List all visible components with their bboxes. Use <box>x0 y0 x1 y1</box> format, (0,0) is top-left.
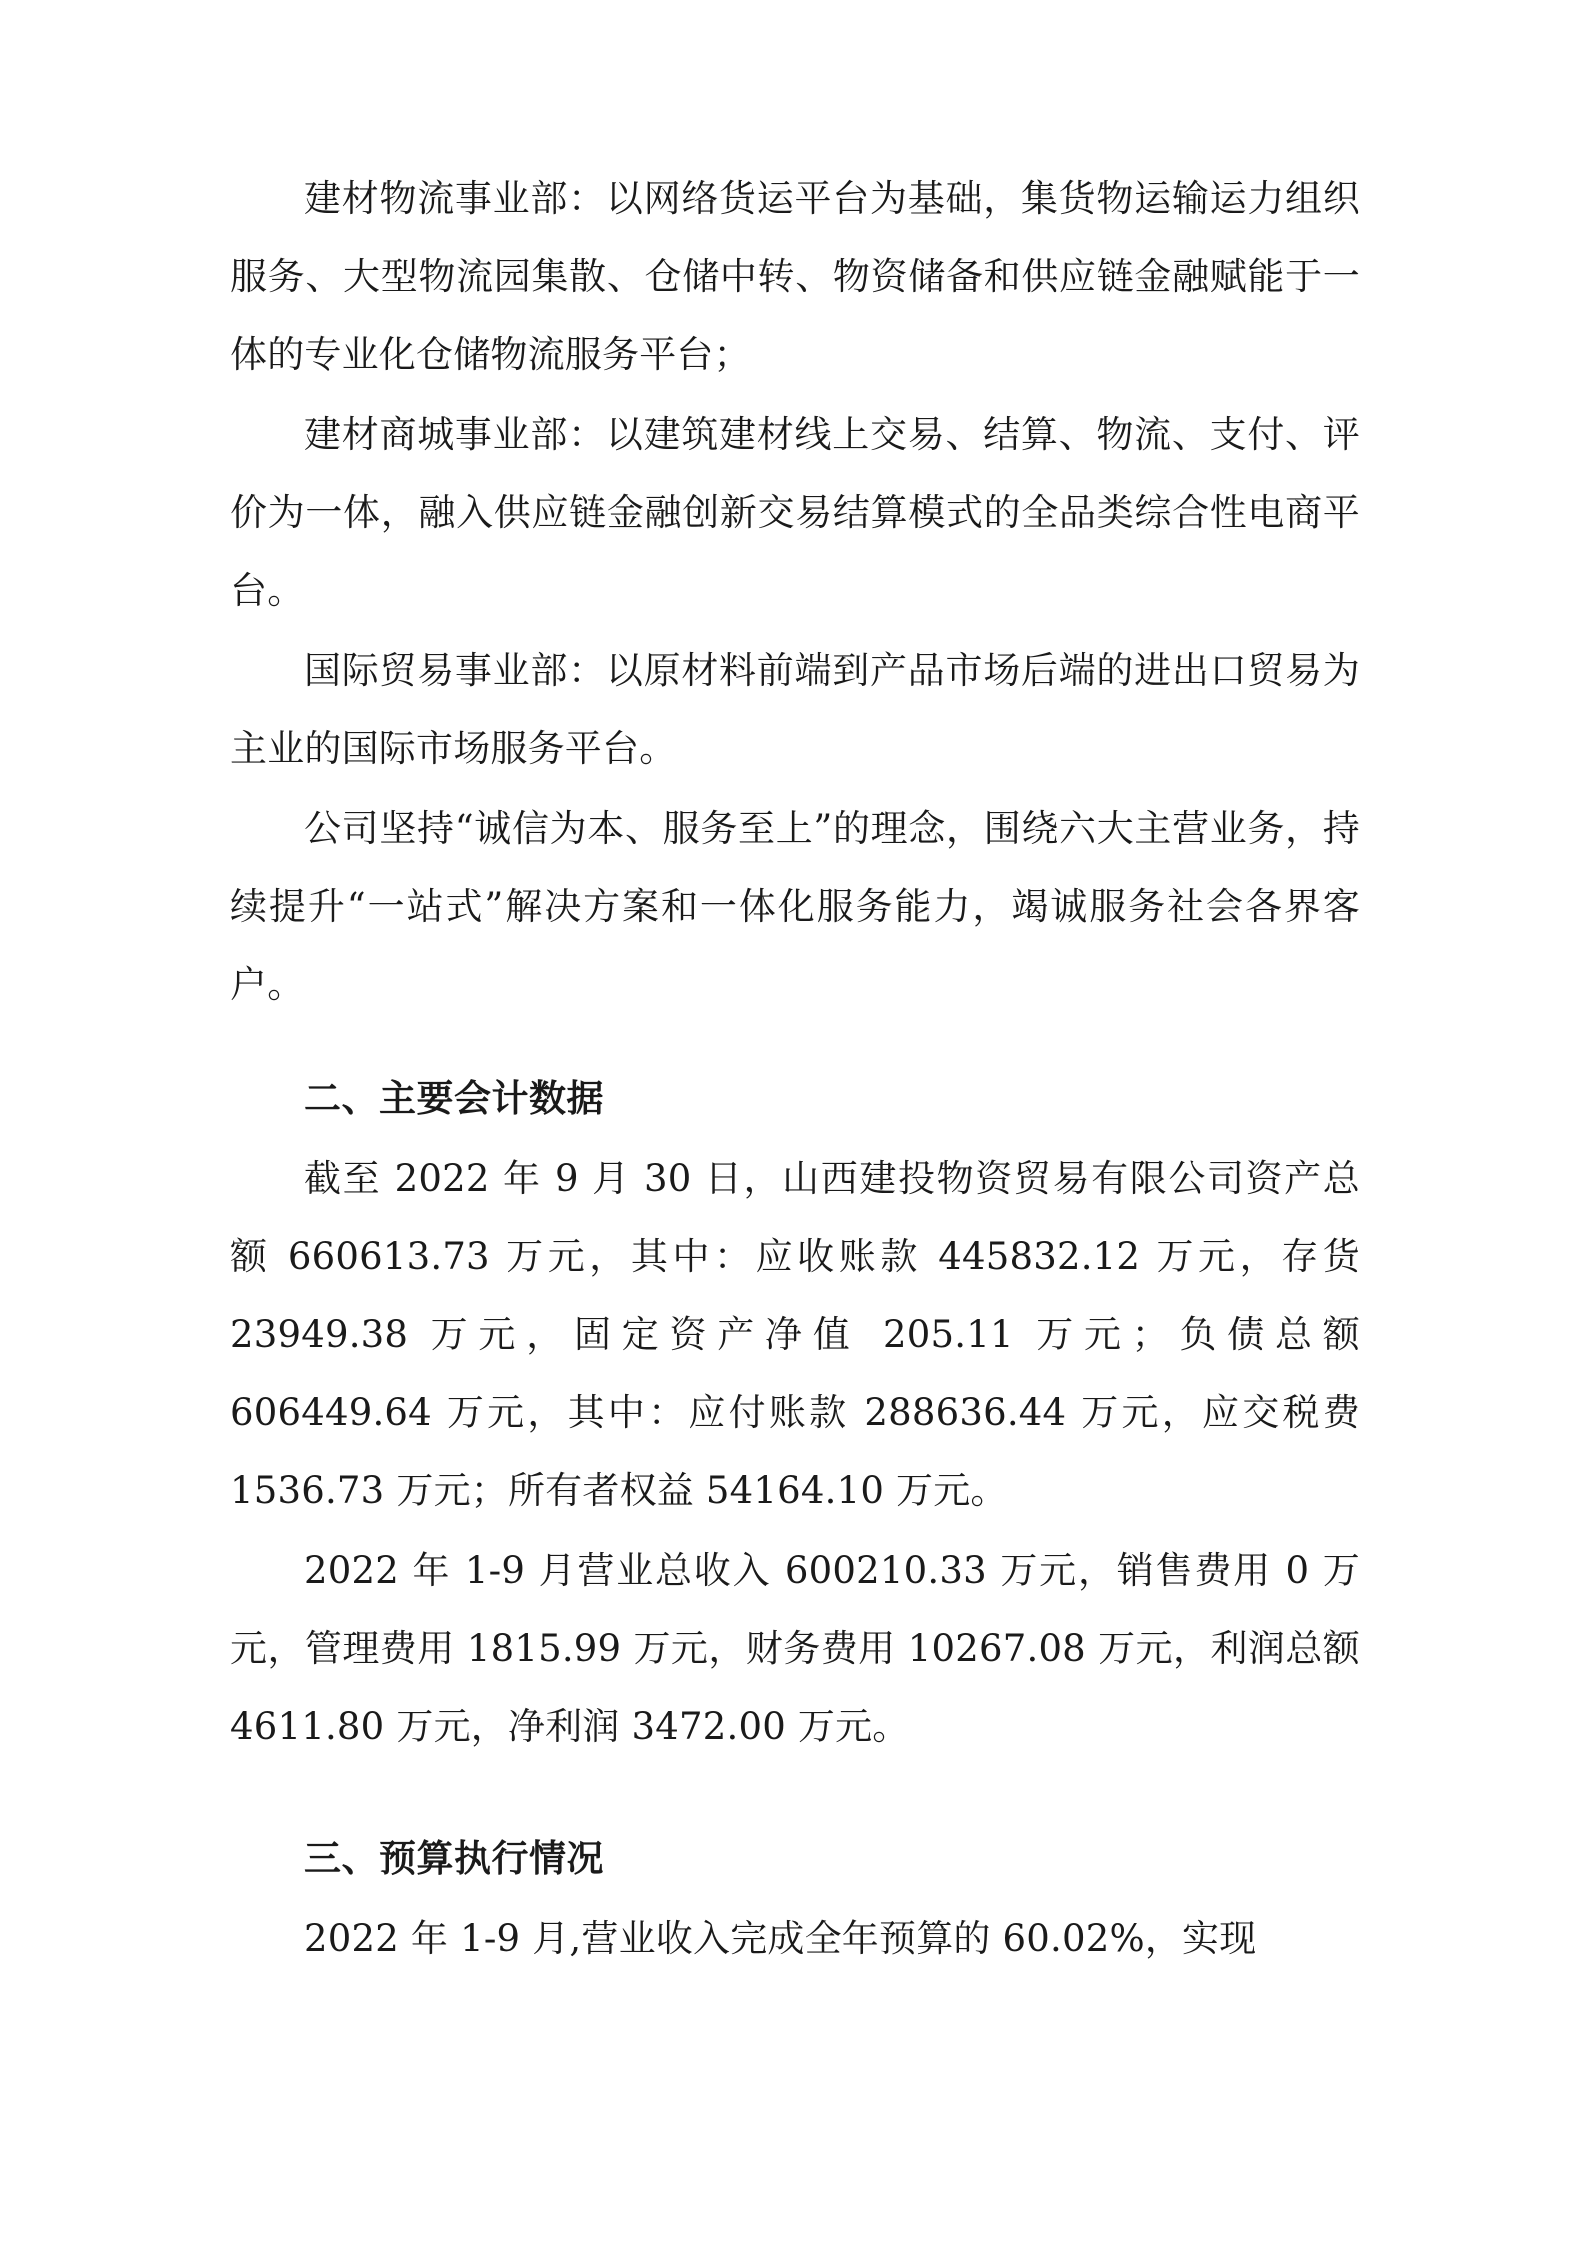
paragraph-service-philosophy: 公司坚持“诚信为本、服务至上”的理念，围绕六大主营业务，持续提升“一站式”解决方案和一体化服务能力，竭诚服务社会各界客户。 <box>230 807 1360 1006</box>
section-spacer <box>230 1026 1360 1042</box>
paragraph-trade-division: 国际贸易事业部：以原材料前端到产品市场后端的进出口贸易为主业的国际市场服务平台。 <box>230 649 1360 770</box>
heading-main-accounting-data: 二、主要会计数据 <box>304 1077 604 1120</box>
section-spacer-2 <box>230 1768 1360 1802</box>
paragraph-logistics-division: 建材物流事业部：以网络货运平台为基础，集货物运输运力组织服务、大型物流园集散、仓储中转、物资储备和供应链金融赋能于一体的专业化仓储物流服务平台； <box>230 177 1360 376</box>
paragraph-mall-division: 建材商城事业部：以建筑建材线上交易、结算、物流、支付、评价为一体，融入供应链金融创新交易结算模式的全品类综合性电商平台。 <box>230 413 1360 612</box>
heading-budget-execution: 三、预算执行情况 <box>304 1837 604 1880</box>
paragraph-budget-execution-text: 2022 年 1-9 月,营业收入完成全年预算的 60.02%，实现 <box>304 1917 1257 1960</box>
document-body <box>230 160 1360 1978</box>
paragraph-income-statement-summary: 2022 年 1-9 月营业总收入 600210.33 万元，销售费用 0 万元，管理费用 1815.99 万元，财务费用 10267.08 万元，利润总额 4611.80 万元，净利润 3472.00 万元。 <box>230 1549 1360 1748</box>
paragraph-balance-sheet-summary: 截至 2022 年 9 月 30 日，山西建投物资贸易有限公司资产总额 660613.73 万元，其中：应收账款 445832.12 万元，存货 23949.38 万元，固定资产净值 205.11 万元；负债总额 606449.64 万元，其中：应付账款 288636.44 万元，应交税费 1536.73 万元；所有者权益 54164.10 万元。 <box>230 1157 1360 1512</box>
